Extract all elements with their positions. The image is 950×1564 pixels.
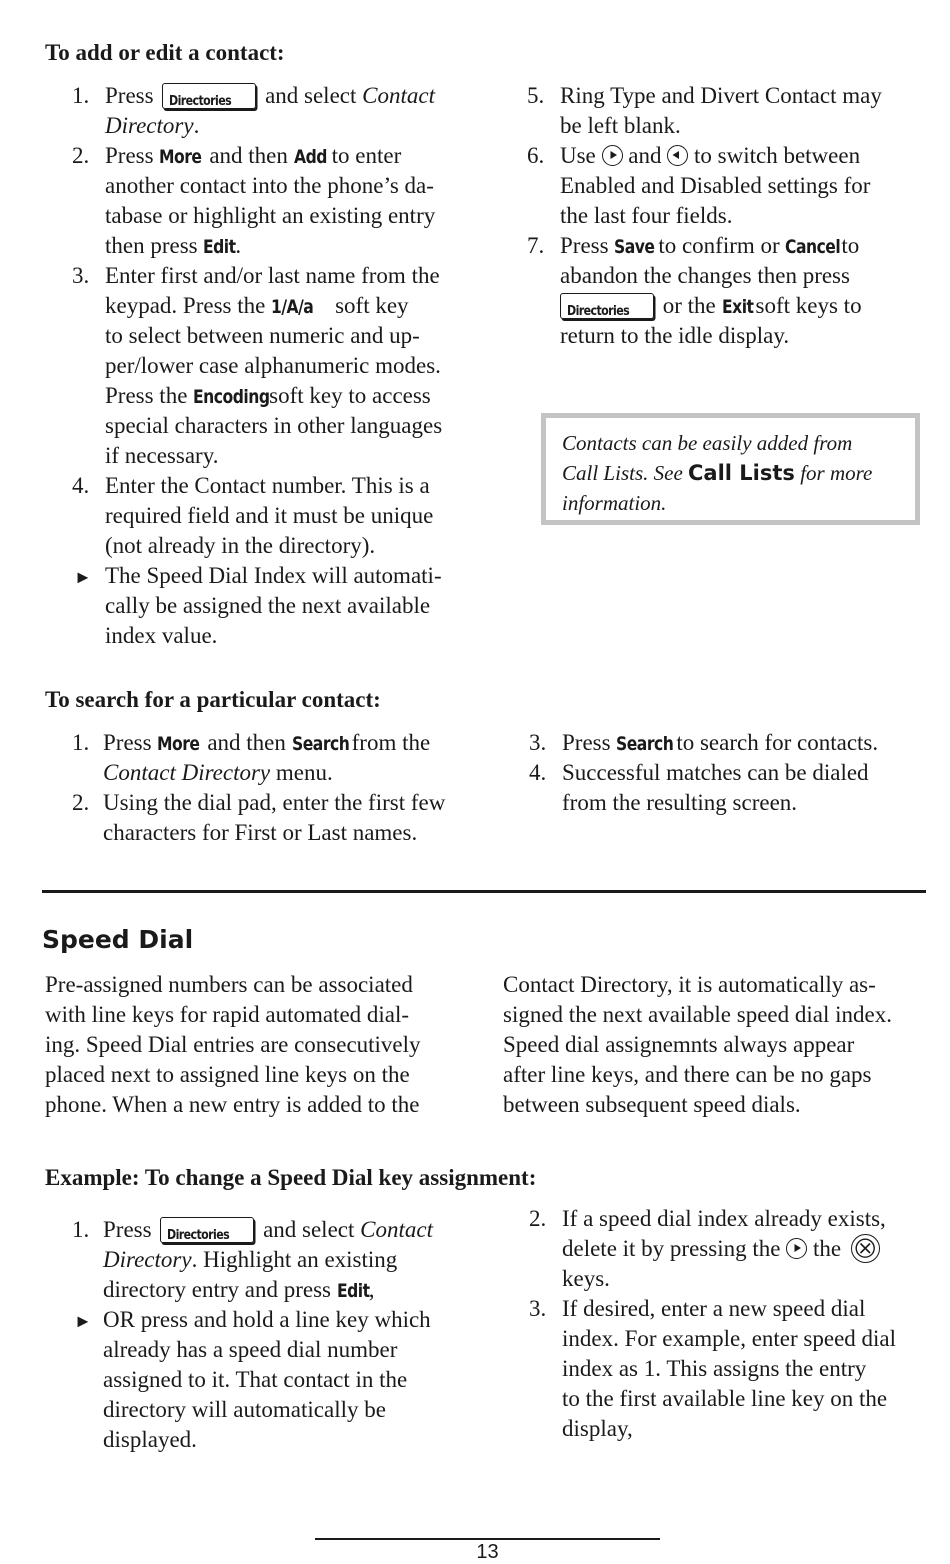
more-softkey: More [159,146,202,168]
edit-softkey: Edit [336,1280,370,1302]
step-text: already has a speed dial number [103,1337,398,1362]
step-text: from the resulting screen. [562,790,798,815]
step-text: and select [265,83,357,108]
note-text: Call Lists. See Call Lists for more [562,461,873,485]
step-text: delete it by pressing the the [562,1234,880,1265]
right-arrow-key-icon [602,145,623,166]
step-text: The Speed Dial Index will automati- [105,563,442,588]
footer-rule [315,1538,660,1540]
step-text: If desired, enter a new speed dial [562,1296,866,1321]
step-text: Directory. Highlight an existing [103,1247,398,1272]
step-text: abandon the changes then press [560,263,850,288]
directories-key-icon: Directories [162,83,256,109]
bullet-arrow-icon: ► [74,567,92,587]
step-text: keypad. Press the 1/A/a soft key [105,291,409,322]
step-number: 5. [527,83,545,108]
step-text: then press Edit. [105,231,241,262]
add-step-1 [105,81,435,111]
step-text: Enabled and Disabled settings for [560,173,871,198]
step-text: display, [562,1416,633,1441]
right-arrow-key-icon [786,1238,807,1259]
step-text: Press the Encodingsoft key to access [105,381,431,412]
call-lists-link: Call Lists [688,461,795,485]
step-number: 4. [529,760,547,785]
case-softkey: 1/A/a [271,296,314,318]
step-number: 2. [72,790,90,815]
step-number: 1. [72,730,90,755]
example-heading: Example: To change a Speed Dial key assignment: [45,1165,537,1190]
step-number: 1. [72,1217,90,1242]
edit-softkey: Edit [203,236,236,258]
step-number: 3. [72,263,90,288]
step-text: Use and to switch between [560,143,861,168]
section-divider [42,890,926,893]
step-text: (not already in the directory). [105,533,376,558]
step-number: 6. [527,143,545,168]
step-text: index. For example, enter speed dial [562,1326,897,1351]
search-softkey: Search [291,733,349,755]
step-number: 7. [527,233,545,258]
delete-key-icon [851,1234,880,1263]
encoding-softkey: Encoding [193,386,270,408]
step-number: 2. [529,1206,547,1231]
save-softkey: Save [614,236,655,258]
step-text: characters for First or Last names. [103,820,418,845]
step-text: keys. [562,1266,610,1291]
step-text: Press Directories and select Contact [103,1217,433,1243]
search-softkey: Search [616,733,674,755]
page-number: 13 [476,1541,499,1563]
step-text: Directories or the Exit soft keys to [560,291,862,322]
step-text: special characters in other languages [105,413,443,438]
add-step-2: Press More and then Add to enter [105,141,401,172]
paragraph-line: phone. When a new entry is added to the [45,1092,420,1117]
step-text: to select between numeric and up- [105,323,420,348]
paragraph-line: ing. Speed Dial entries are consecutively [45,1032,421,1057]
step-text: Using the dial pad, enter the first few [103,790,446,815]
step-text: Enter first and/or last name from the [105,263,440,288]
step-text: index as 1. This assigns the entry [562,1356,867,1381]
more-softkey: More [157,733,200,755]
paragraph-line: with line keys for rapid automated dial- [45,1002,410,1027]
paragraph-line: after line keys, and there can be no gaps [503,1062,872,1087]
add-edit-heading: To add or edit a contact: [45,40,285,65]
exit-softkey: Exit [721,296,754,318]
add-step-1-cont: Directory. [105,113,200,138]
step-text: If a speed dial index already exists, [562,1206,886,1231]
step-text: displayed. [103,1427,197,1452]
step-text: directory entry and press Edit, [103,1275,375,1306]
directories-key-icon: Directories [160,1217,254,1243]
paragraph-line: placed next to assigned line keys on the [45,1062,410,1087]
step-number: 4. [72,473,90,498]
paragraph-line: Speed dial assignemnts always appear [503,1032,855,1057]
directories-key-icon: Directories [560,293,654,319]
step-text: directory will automatically be [103,1397,386,1422]
step-text: the last four fields. [560,203,733,228]
paragraph-line: between subsequent speed dials. [503,1092,801,1117]
paragraph-line: signed the next available speed dial index. [503,1002,892,1027]
note-text: Contacts can be easily added from [562,431,853,455]
step-text: per/lower case alphanumeric modes. [105,353,441,378]
paragraph-line: Contact Directory, it is automatically as- [503,972,876,997]
step-text: Successful matches can be dialed [562,760,869,785]
step-text: tabase or highlight an existing entry [105,203,436,228]
step-text: another contact into the phone’s da- [105,173,434,198]
step-text: Ring Type and Divert Contact may [560,83,882,108]
bullet-arrow-icon: ► [74,1311,92,1331]
step-text: Enter the Contact number. This is a [105,473,430,498]
step-text: if necessary. [105,443,219,468]
step-text: Press Save to confirm or Cancelto [560,231,859,262]
step-text: assigned to it. That contact in the [103,1367,408,1392]
step-text: OR press and hold a line key which [103,1307,431,1332]
step-number: 1. [72,83,90,108]
step-text: Press Search to search for contacts. [562,728,878,759]
step-text: Contact [362,83,435,108]
step-text: to the first available line key on the [562,1386,888,1411]
step-text: return to the idle display. [560,323,790,348]
step-number: 2. [72,143,90,168]
step-text: be left blank. [560,113,681,138]
step-text: index value. [105,623,218,648]
step-number: 3. [529,730,547,755]
step-text: Press [105,83,154,108]
step-text: cally be assigned the next available [105,593,431,618]
add-softkey: Add [293,146,327,168]
left-arrow-key-icon [667,145,688,166]
search-heading: To search for a particular contact: [45,687,381,712]
paragraph-line: Pre-assigned numbers can be associated [45,972,413,997]
step-number: 3. [529,1296,547,1321]
cancel-softkey: Cancel [785,236,841,258]
tip-note-box [541,413,920,525]
section-title: Speed Dial [42,925,194,954]
step-text: required field and it must be unique [105,503,434,528]
note-text: information. [562,491,667,515]
step-text: Contact Directory menu. [103,760,333,785]
step-text: Press More and then Search from the [103,728,430,759]
